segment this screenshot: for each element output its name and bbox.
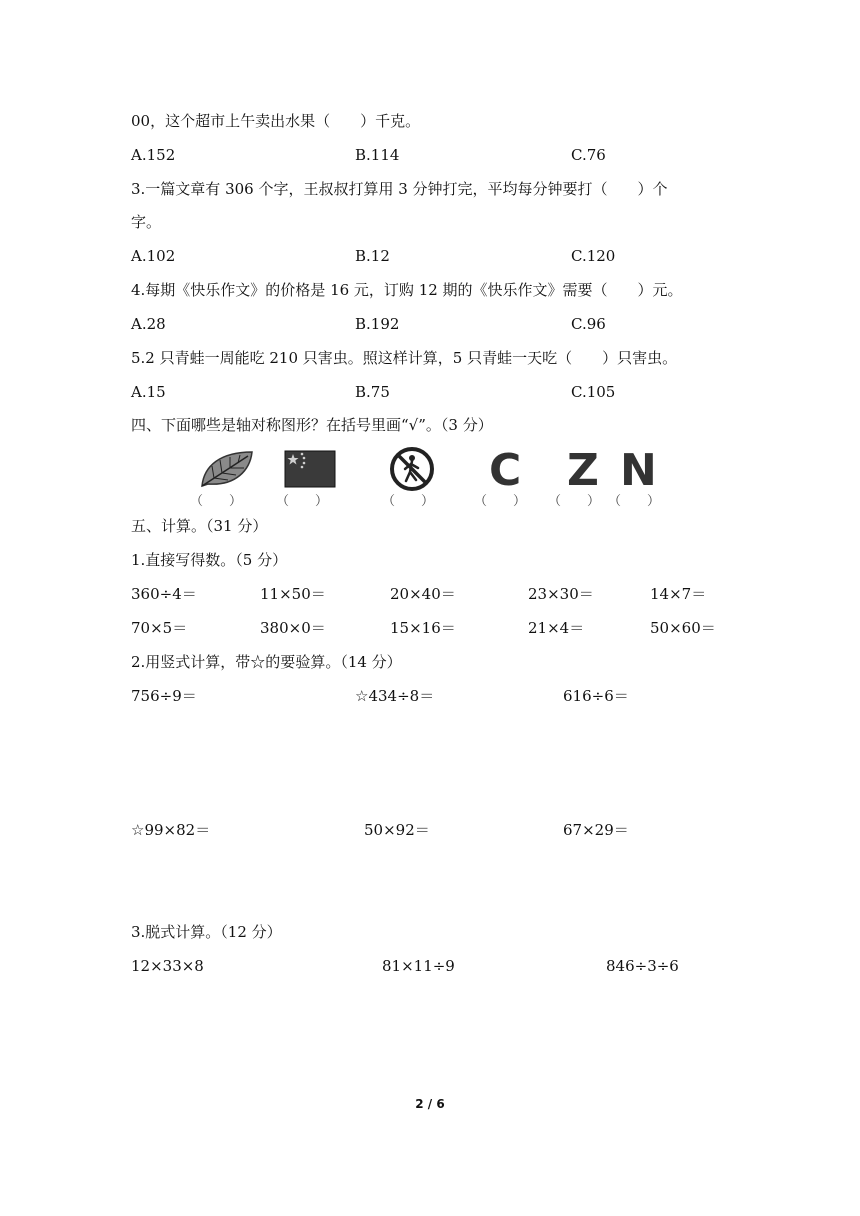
option-c: C.76 [571, 146, 606, 164]
oral-problem: 23×30＝ [528, 585, 594, 603]
letter-c: C [489, 445, 522, 496]
section-5-title: 五、计算。（31 分） [131, 517, 268, 535]
option-a: A.15 [131, 383, 166, 401]
step-calc-problem: 846÷3÷6 [606, 957, 679, 975]
oral-problem: 14×7＝ [650, 585, 707, 603]
vertical-calc-problem: 50×92＝ [364, 821, 430, 839]
option-c: C.120 [571, 247, 616, 265]
question-2-continuation: 00，这个超市上午卖出水果（ ）千克。 [131, 112, 421, 130]
option-b: B.114 [355, 146, 400, 164]
answer-parentheses[interactable]: （ ） [474, 494, 527, 509]
question-4: 4.每期《快乐作文》的价格是 16 元，订购 12 期的《快乐作文》需要（ ）元。 [131, 281, 683, 299]
part-1-title: 1.直接写得数。（5 分） [131, 551, 288, 569]
question-3-line-2: 字。 [131, 213, 162, 231]
vertical-calc-problem: 756÷9＝ [131, 687, 197, 705]
vertical-calc-problem: ☆99×82＝ [131, 821, 211, 839]
answer-parentheses[interactable]: （ ） [548, 494, 601, 509]
part-3-title: 3.脱式计算。（12 分） [131, 923, 282, 941]
letter-n: N [620, 445, 657, 496]
flag-icon [284, 450, 336, 488]
option-c: C.105 [571, 383, 616, 401]
vertical-calc-problem: 67×29＝ [563, 821, 629, 839]
oral-problem: 20×40＝ [390, 585, 456, 603]
answer-parentheses[interactable]: （ ） [276, 494, 329, 509]
answer-parentheses[interactable]: （ ） [608, 494, 661, 509]
option-b: B.75 [355, 383, 390, 401]
option-a: A.152 [131, 146, 176, 164]
leaf-icon [198, 448, 256, 490]
option-c: C.96 [571, 315, 606, 333]
oral-problem: 11×50＝ [260, 585, 326, 603]
oral-problem: 50×60＝ [650, 619, 716, 637]
page-number: 2 / 6 [415, 1097, 445, 1111]
no-pedestrian-sign-icon [389, 446, 435, 492]
section-4-title: 四、下面哪些是轴对称图形？在括号里画“√”。（3 分） [131, 416, 493, 434]
oral-problem: 360÷4＝ [131, 585, 197, 603]
option-b: B.192 [355, 315, 400, 333]
oral-problem: 70×5＝ [131, 619, 188, 637]
step-calc-problem: 81×11÷9 [382, 957, 455, 975]
step-calc-problem: 12×33×8 [131, 957, 204, 975]
question-3: 3.一篇文章有 306 个字，王叔叔打算用 3 分钟打完，平均每分钟要打（ ）个 [131, 180, 668, 198]
option-a: A.28 [131, 315, 166, 333]
vertical-calc-problem: ☆434÷8＝ [355, 687, 435, 705]
oral-problem: 15×16＝ [390, 619, 456, 637]
answer-parentheses[interactable]: （ ） [190, 494, 243, 509]
oral-problem: 380×0＝ [260, 619, 326, 637]
option-a: A.102 [131, 247, 176, 265]
option-b: B.12 [355, 247, 390, 265]
part-2-title: 2.用竖式计算，带☆的要验算。（14 分） [131, 653, 402, 671]
vertical-calc-problem: 616÷6＝ [563, 687, 629, 705]
oral-problem: 21×4＝ [528, 619, 585, 637]
question-5: 5.2 只青蛙一周能吃 210 只害虫。照这样计算，5 只青蛙一天吃（ ）只害虫。 [131, 349, 678, 367]
letter-z: Z [567, 445, 599, 496]
answer-parentheses[interactable]: （ ） [382, 494, 435, 509]
